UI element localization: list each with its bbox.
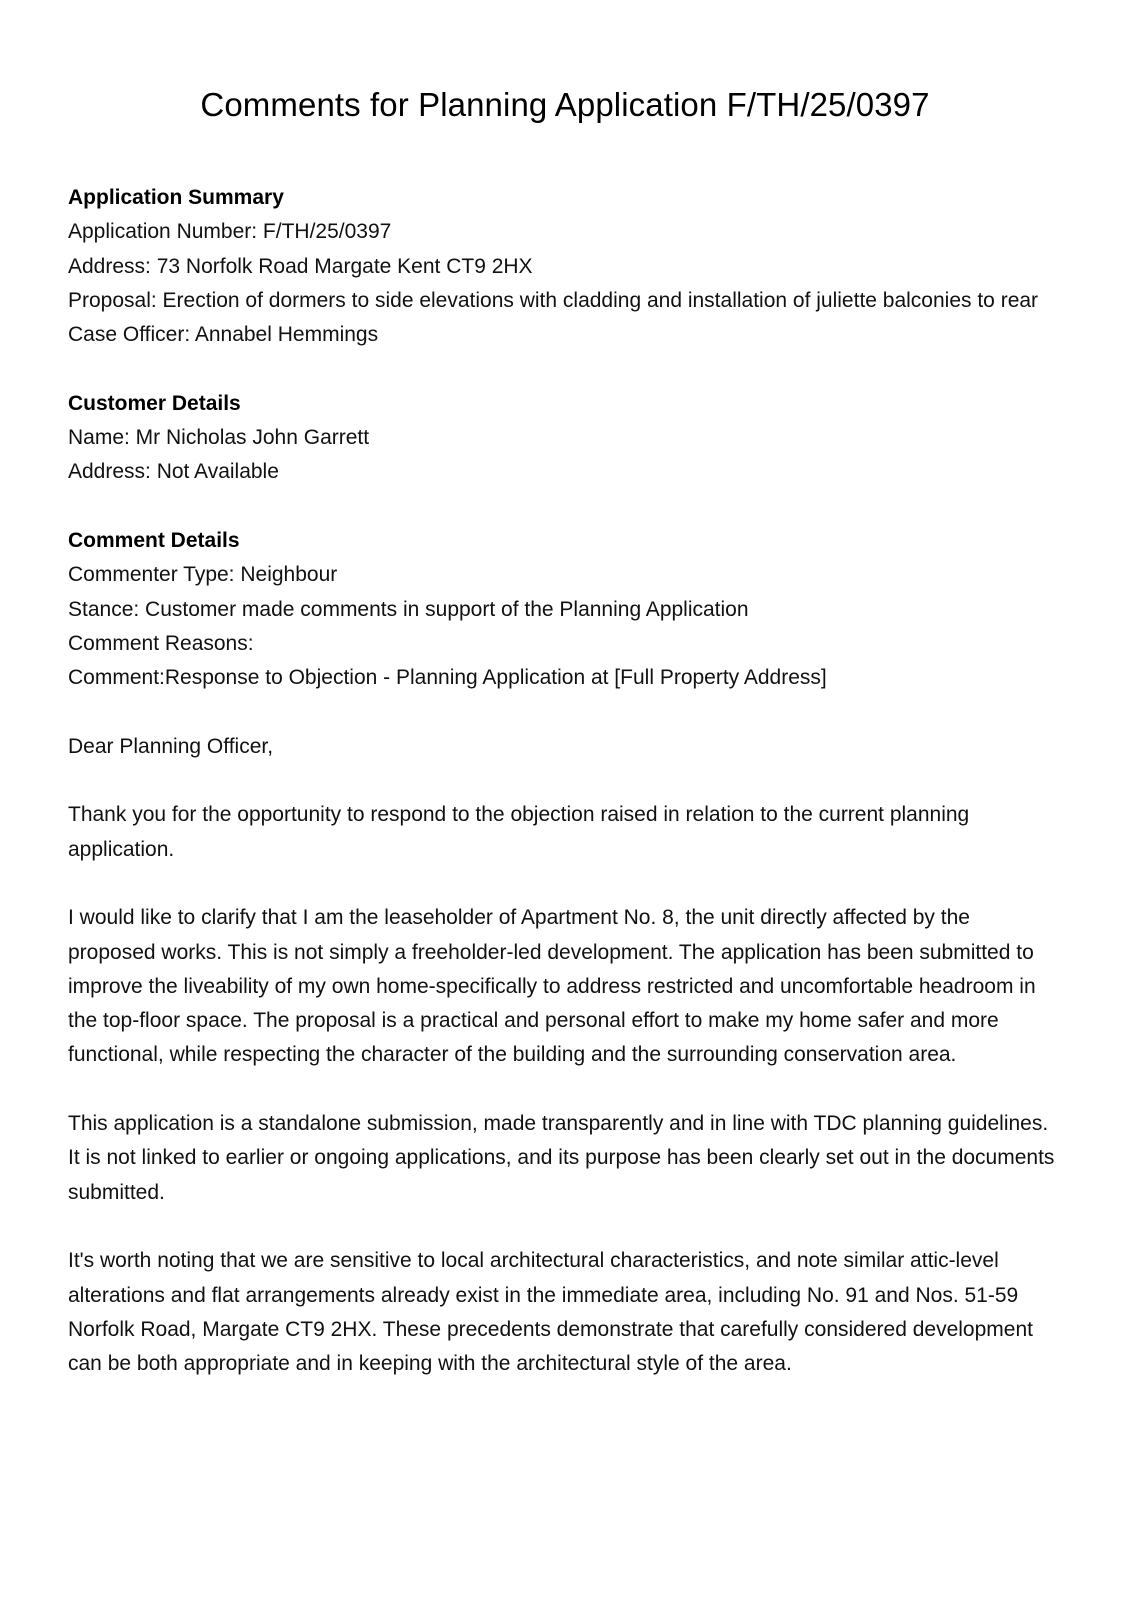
stance: Stance: Customer made comments in support of the Planning Application [68,597,749,621]
page-title: Comments for Planning Application F/TH/25/0397 [200,86,930,123]
spacer [68,867,1058,901]
site-address: Address: 73 Norfolk Road Margate Kent CT9 2HX [68,254,533,278]
comment-reasons: Comment Reasons: [68,631,254,655]
application-number: Application Number: F/TH/25/0397 [68,220,392,244]
application-summary-section [68,181,1058,352]
spacer [68,695,1058,729]
document-body [68,181,1058,1381]
commenter-type: Commenter Type: Neighbour [68,563,338,587]
comment-subject: Comment:Response to Objection - Planning Application at [Full Property Address] [68,666,827,690]
letter-paragraph: It's worth noting that we are sensitive to local architectural characteristics, and note similar attic-level alterations and flat arrangements already exist in the immediate area, including No. 91 and Nos. 51-59 Norfolk Road, Margate CT9 2HX. These precedents demonstrate that carefully considered development can be both appropriate and in keeping with the architectural style of the area. [68,1249,1033,1376]
customer-name: Name: Mr Nicholas John Garrett [68,426,370,450]
spacer [68,1073,1058,1107]
salutation: Dear Planning Officer, [68,734,274,758]
case-officer: Case Officer: Annabel Hemmings [68,323,379,347]
spacer [68,490,1058,524]
proposal: Proposal: Erection of dormers to side elevations with cladding and installation of juliette balconies to rear [68,288,1039,312]
comment-details-heading: Comment Details [68,528,240,552]
spacer [68,1210,1058,1244]
letter-paragraph: I would like to clarify that I am the leaseholder of Apartment No. 8, the unit directly affected by the proposed works. This is not simply a freeholder-led development. The application has been submitted to improve the liveability of my own home-specifically to address restricted and uncomfortable headroom in the top-floor space. The proposal is a practical and personal effort to make my home safer and more functional, while respecting the character of the building and the surrounding conservation area. [68,906,1036,1067]
customer-details-section [68,387,1058,490]
comment-details-section [68,524,1058,695]
letter-paragraph: This application is a standalone submission, made transparently and in line with TDC planning guidelines. It is not linked to earlier or ongoing applications, and its purpose has been clearly set out in the documents submitted. [68,1112,1055,1204]
customer-address: Address: Not Available [68,460,279,484]
spacer [68,352,1058,386]
letter-body [68,730,1058,1382]
application-summary-heading: Application Summary [68,186,284,209]
customer-details-heading: Customer Details [68,391,241,415]
letter-paragraph: Thank you for the opportunity to respond to the objection raised in relation to the current planning application. [68,803,970,861]
spacer [68,764,1058,798]
